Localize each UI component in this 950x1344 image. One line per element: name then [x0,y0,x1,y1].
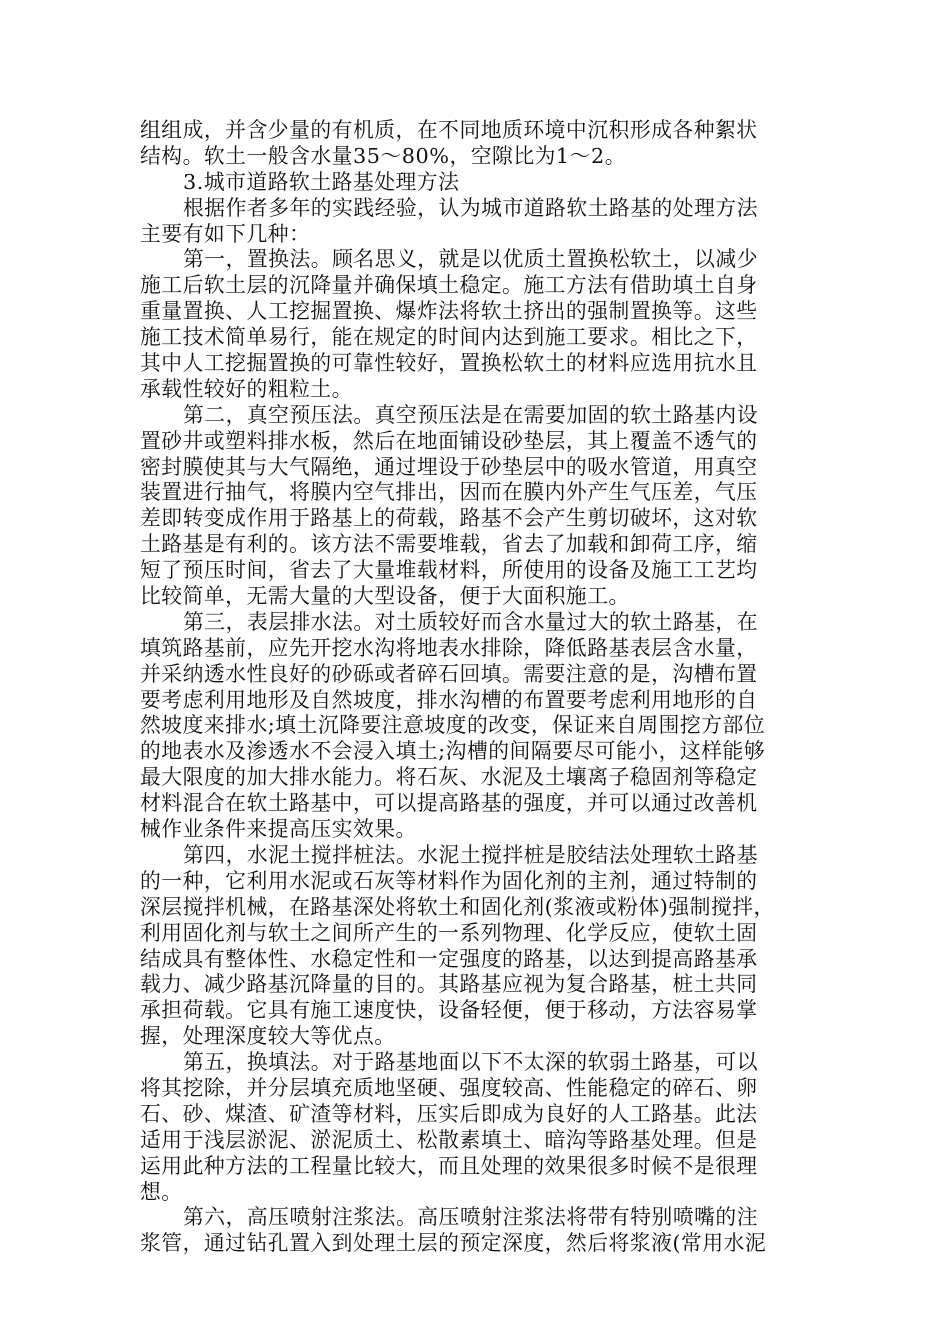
text-line: 装置进行抽气，将膜内空气排出，因而在膜内外产生气压差，气压 [140,480,758,505]
text-line: 组组成，并含少量的有机质，在不同地质环境中沉积形成各种絮状 [140,118,758,142]
text-line: 第三，表层排水法。对土质较好而含水量过大的软土路基，在 [183,609,759,634]
text-line: 第六，高压喷射注浆法。高压喷射注浆法将带有特别喷嘴的注 [183,1205,759,1230]
text-line: 适用于浅层淤泥、淤泥质土、松散素填土、暗沟等路基处理。但是 [140,1127,758,1152]
text-line: 施工后软土层的沉降量并确保填土稳定。施工方法有借助填土自身 [140,273,758,298]
text-line: 浆管，通过钻孔置入到处理土层的预定深度，然后将浆液(常用水泥 [140,1231,767,1256]
text-line: 填筑路基前，应先开挖水沟将地表水排除，降低路基表层含水量， [140,635,758,660]
text-line: 密封膜使其与大气隔绝，通过埋设于砂垫层中的吸水管道，用真空 [140,454,758,479]
text-line: 利用固化剂与软土之间所产生的一系列物理、化学反应，使软土固 [140,920,758,945]
text-line: 的一种，它利用水泥或石灰等材料作为固化剂的主剂，通过特制的 [140,868,758,893]
text-line: 石、砂、煤渣、矿渣等材料，压实后即成为良好的人工路基。此法 [140,1101,758,1126]
text-line: 3.城市道路软土路基处理方法 [183,169,460,194]
text-line: 深层搅拌机械，在路基深处将软土和固化剂(浆液或粉体)强制搅拌， [140,894,775,919]
text-line: 将其挖除，并分层填充质地坚硬、强度较高、性能稳定的碎石、卵 [140,1075,758,1100]
text-line: 差即转变成作用于路基上的荷载，路基不会产生剪切破坏，这对软 [140,506,758,531]
text-line: 比较简单，无需大量的大型设备，便于大面积施工。 [140,584,630,609]
text-line: 械作业条件来提高压实效果。 [140,817,417,842]
text-line: 重量置换、人工挖掘置换、爆炸法将软土挤出的强制置换等。这些 [140,299,758,324]
text-line: 载力、减少路基沉降量的目的。其路基应视为复合路基，桩土共同 [140,972,758,997]
text-line: 承担荷载。它具有施工速度快，设备轻便，便于移动，方法容易掌 [140,998,758,1023]
text-line: 结成具有整体性、水稳定性和一定强度的路基，以达到提高路基承 [140,946,758,971]
text-line: 想。 [140,1179,183,1204]
text-line: 土路基是有利的。该方法不需要堆载，省去了加载和卸荷工序，缩 [140,532,758,557]
text-line: 材料混合在软土路基中，可以提高路基的强度，并可以通过改善机 [140,791,758,816]
text-line: 然坡度来排水;填土沉降要注意坡度的改变，保证来自周围挖方部位 [140,713,766,738]
text-line: 置砂井或塑料排水板，然后在地面铺设砂垫层，其上覆盖不透气的 [140,428,758,453]
text-line: 承载性较好的粗粒土。 [140,376,353,401]
text-line: 最大限度的加大排水能力。将石灰、水泥及土壤离子稳固剂等稳定 [140,765,758,790]
text-line: 并采纳透水性良好的砂砾或者碎石回填。需要注意的是，沟槽布置 [140,661,758,686]
text-line: 要考虑利用地形及自然坡度，排水沟槽的布置要考虑利用地形的自 [140,687,758,712]
text-line: 其中人工挖掘置换的可靠性较好，置换松软土的材料应选用抗水且 [140,351,758,376]
text-line: 第五，换填法。对于路基地面以下不太深的软弱土路基，可以 [183,1050,759,1075]
text-line: 运用此种方法的工程量比较大，而且处理的效果很多时候不是很理 [140,1153,758,1178]
text-line: 第二，真空预压法。真空预压法是在需要加固的软土路基内设 [183,402,759,427]
text-line: 的地表水及渗透水不会浸入填土;沟槽的间隔要尽可能小，这样能够 [140,739,766,764]
text-line: 根据作者多年的实践经验，认为城市道路软土路基的处理方法 [183,195,759,220]
text-line: 结构。软土一般含水量35～80%，空隙比为1～2。 [140,143,626,168]
document-body [140,118,815,1257]
text-line: 第一，置换法。顾名思义，就是以优质土置换松软土，以减少 [183,247,759,272]
text-line: 握，处理深度较大等优点。 [140,1024,396,1049]
text-line: 施工技术简单易行，能在规定的时间内达到施工要求。相比之下， [140,325,758,350]
text-line: 短了预压时间，省去了大量堆载材料，所使用的设备及施工工艺均 [140,558,758,583]
text-line: 主要有如下几种： [140,221,311,246]
text-line: 第四，水泥土搅拌桩法。水泥土搅拌桩是胶结法处理软土路基 [183,842,759,867]
